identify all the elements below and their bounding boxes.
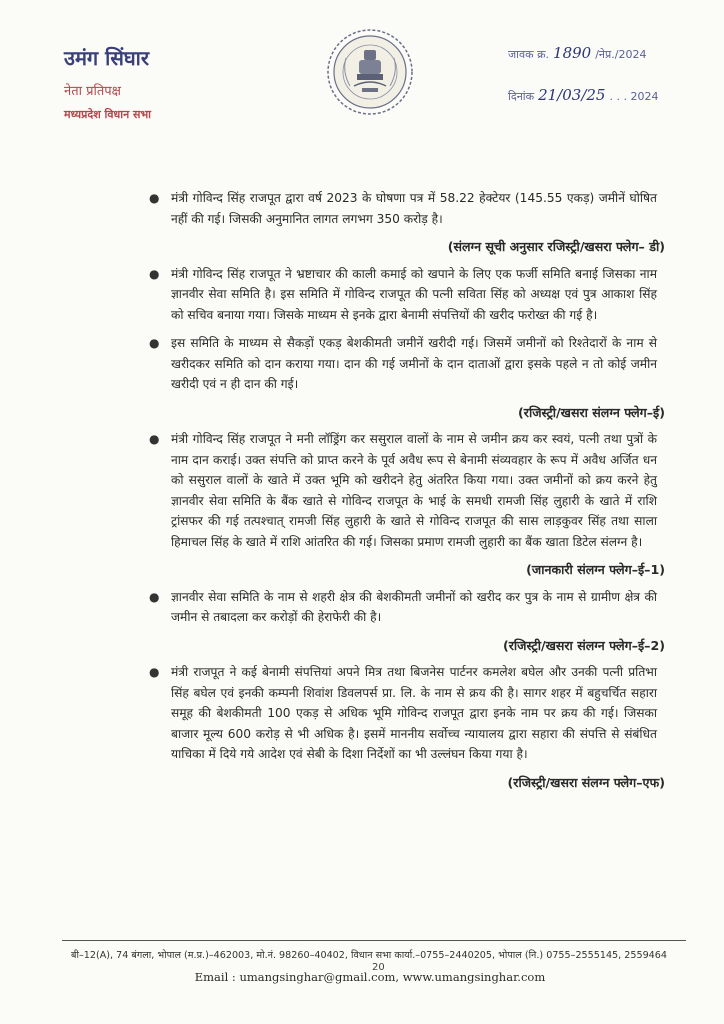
letterhead-sender: [64, 44, 234, 122]
date-year: . . . 2024: [609, 90, 659, 103]
sender-house: मध्यप्रदेश विधान सभा: [64, 108, 152, 121]
date-value: 21/03/25: [538, 86, 606, 104]
sender-name: उमंग सिंघार: [64, 46, 150, 70]
reference-label: जावक क्र.: [508, 48, 550, 61]
attachment-flag: (रजिस्ट्री/खसरा संलग्न फ्लेग–ई–2): [502, 637, 665, 653]
attachment-flag: (संलग्न सूची अनुसार रजिस्ट्री/खसरा फ्लेग– डी): [447, 239, 665, 254]
bullet-icon: ●: [149, 589, 160, 604]
attachment-flag: (जानकारी संलग्न फ्लेग–ई–1): [526, 562, 665, 577]
item-text: मंत्री गोविन्द सिंह राजपूत द्वारा वर्ष 2023 के घोषणा पत्र में 58.22 हेक्टेयर (145.55 एकड़) जमीनें घोषित नहीं की गई। जिसकी अनुमानित लागत लगभग 350 करोड़ है।: [171, 191, 657, 226]
date-row: [508, 86, 708, 106]
list-item: [145, 429, 657, 552]
item-text: मंत्री गोविन्द सिंह राजपूत ने मनी लॉड्रिंग कर ससुराल वालों के नाम से जमीन क्रय कर स्वयं, पत्नी तथा पुत्रों के नाम दान कराई। उक्त संपत्ति को प्राप्त करने के पूर्व अवैध रूप से बेनामी संव्यवहार के रूप में अवैध अर्जित धन को ससुराल वालों के खाते में उक्त भूमि को खरीदने हेतु अंतरित किया गया। उक्त जमीनों को क्रय करने हेतु ज्ञानवीर सेवा समिति के बैंक खाते से गोविन्द राजपूत के भाई के समधी रामजी सिंह लुहारी के खाते में राशि ट्रांसफर की गई तत्पश्चात् रामजी सिंह लुहारी के खाते से गोविन्द राजपूत की सास लाड़कुवर सिंह तथा साला हिमाचल सिंह के खाते में राशि आंतरित की गई। जिसका प्रमाण रामजी लुहारी का बैंक खाता डिटेल संलग्न है।: [171, 432, 657, 549]
bullet-icon: ●: [149, 266, 160, 281]
date-label: दिनांक: [508, 90, 535, 103]
list-item: [145, 662, 657, 765]
reference-number: 1890: [553, 44, 592, 62]
item-text: मंत्री राजपूत ने कई बेनामी संपत्तियां अपने मित्र तथा बिजनेस पार्टनर कमलेश बघेल और उनकी पत्नी प्रतिभा सिंह बघेल एवं इनकी कम्पनी शिवांश डिवलपर्स प्रा. लि. के नाम से क्रय की है। सागर शहर में बहुचर्चित सहारा समूह की बेशकीमती 100 एकड़ से अधिक भूमि गोविन्द राजपूत द्वारा इनके नाम पर क्रय की गई। जिसका बाजार मूल्य 600 करोड़ से भी अधिक है। इसमें माननीय सर्वोच्च न्यायालय द्वारा सहारा की संपत्ति से संबंधित याचिका में दिये गये आदेश एवं सेबी के दिशा निर्देशों का भी उल्लंघन किया गया है।: [171, 665, 657, 761]
item-text: मंत्री गोविन्द सिंह राजपूत ने भ्रष्टाचार की काली कमाई को खपाने के लिए एक फर्जी समिति बनाई जिसका नाम ज्ञानवीर सेवा समिति है। इस समिति में गोविन्द राजपूत की पत्नी सविता सिंह को अध्यक्ष एवं पुत्र आकाश सिंह को सचिव बनाया गया। जिसके माध्यम से इनके द्वारा बेनामी संपत्तियों की खरीद फरोख्त की गई है।: [171, 266, 657, 322]
reference-number-row: [508, 44, 708, 64]
list-item: [145, 333, 657, 395]
letter-reference: [508, 44, 708, 106]
bullet-icon: ●: [149, 432, 160, 446]
item-text: इस समिति के माध्यम से सैकड़ों एकड़ बेशकीमती जमीनें खरीदी गई। जिसमें जमीनों को रिश्तेदारों के नाम से खरीदकर समिति को दान कराया गया। दान की गई जमीनों के दान दाताओं द्वारा इसके पहले न तो कोई जमीन खरीदी एवं न ही दान की गई।: [171, 336, 657, 391]
reference-suffix: /नेप्र./2024: [595, 48, 647, 61]
list-item: [145, 188, 657, 229]
list-item: [145, 264, 657, 326]
letter-body: [145, 188, 665, 799]
bullet-icon: ●: [149, 336, 160, 350]
sender-role: नेता प्रतिपक्ष: [64, 84, 122, 99]
footer-divider: [62, 940, 686, 941]
attachment-flag: (रजिस्ट्री/खसरा संलग्न फ्लेग–एफ): [507, 774, 665, 790]
footer-contact: Email : umangsinghar@gmail.com, www.umangsinghar.com: [194, 970, 546, 984]
bullet-icon: ●: [149, 665, 160, 679]
item-text: ज्ञानवीर सेवा समिति के नाम से शहरी क्षेत्र की बेशकीमती जमीनों को खरीद कर पुत्र के नाम से ग्रामीण क्षेत्र की जमीन से तबादला कर करोड़ों की हेराफेरी की है।: [171, 589, 657, 624]
list-item: [145, 587, 657, 628]
assembly-emblem-icon: [326, 28, 414, 116]
bullet-icon: ●: [149, 191, 160, 205]
page-number: 20: [372, 962, 385, 973]
attachment-flag: (रजिस्ट्री/खसरा संलग्न फ्लेग–ई): [518, 404, 665, 420]
footer-address: बी–12(A), 74 बंगला, भोपाल (म.प्र.)–462003, मो.नं. 98260–40402, विधान सभा कार्या.–0755–2440205, भोपाल (नि.) 0755–2555145, 2559464: [71, 950, 667, 961]
